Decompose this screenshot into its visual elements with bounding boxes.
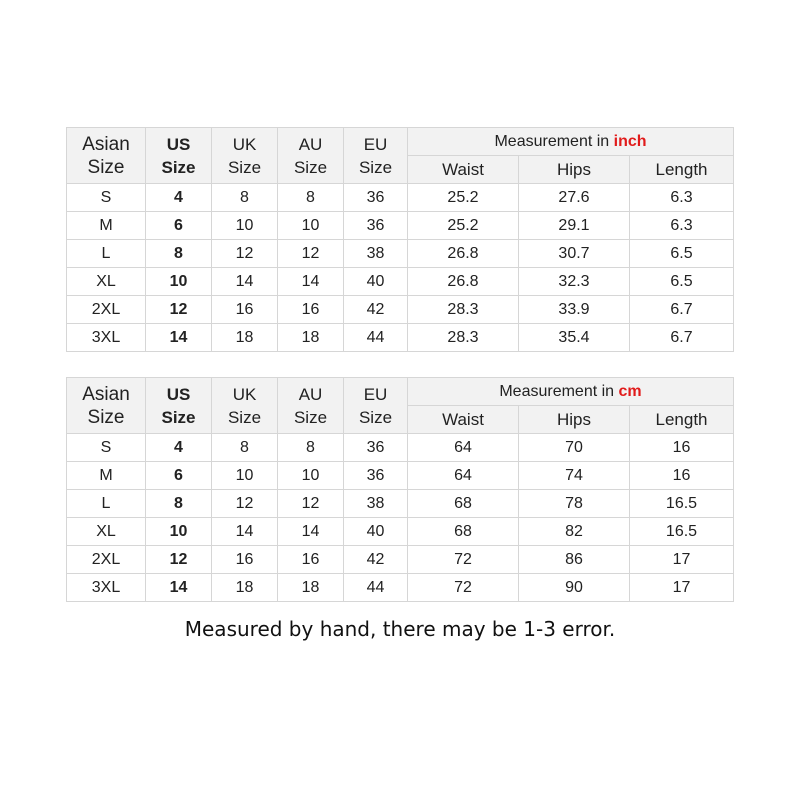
waist-cell: 64 — [408, 462, 519, 490]
uk-size-cell: 14 — [212, 518, 278, 546]
uk-size-cell: 16 — [212, 296, 278, 324]
hips-cell: 90 — [519, 574, 630, 602]
length-header: Length — [630, 406, 734, 434]
uk-size-cell: 14 — [212, 268, 278, 296]
waist-cell: 25.2 — [408, 184, 519, 212]
eu-size-cell: 42 — [344, 546, 408, 574]
hips-cell: 29.1 — [519, 212, 630, 240]
au-size-cell: 14 — [278, 518, 344, 546]
asian-size-cell: M — [67, 462, 146, 490]
header-row — [67, 378, 734, 406]
eu-size-cell: 40 — [344, 268, 408, 296]
eu-size-cell: 38 — [344, 490, 408, 518]
us-size-cell: 6 — [146, 462, 212, 490]
eu-size-cell: 40 — [344, 518, 408, 546]
table-row — [67, 268, 734, 296]
au-size-cell: 10 — [278, 212, 344, 240]
table-row — [67, 574, 734, 602]
measurement-header: Measurement in cm — [408, 378, 734, 406]
table-body — [67, 184, 734, 352]
length-cell: 16 — [630, 434, 734, 462]
au-size-cell: 10 — [278, 462, 344, 490]
eu-size-cell: 42 — [344, 296, 408, 324]
header-row — [67, 128, 734, 156]
eu-size-cell: 36 — [344, 434, 408, 462]
waist-cell: 64 — [408, 434, 519, 462]
waist-cell: 28.3 — [408, 324, 519, 352]
eu-size-header: EU Size — [344, 378, 408, 434]
uk-size-cell: 8 — [212, 434, 278, 462]
au-size-cell: 18 — [278, 574, 344, 602]
eu-size-cell: 44 — [344, 324, 408, 352]
hips-header: Hips — [519, 156, 630, 184]
table-row — [67, 490, 734, 518]
us-size-cell: 14 — [146, 324, 212, 352]
table-row — [67, 324, 734, 352]
eu-size-cell: 36 — [344, 462, 408, 490]
au-size-cell: 12 — [278, 240, 344, 268]
waist-cell: 68 — [408, 490, 519, 518]
unit-label: inch — [613, 133, 647, 150]
waist-cell: 68 — [408, 518, 519, 546]
measurement-header: Measurement in inch — [408, 128, 734, 156]
waist-cell: 26.8 — [408, 268, 519, 296]
table-row — [67, 240, 734, 268]
unit-label: cm — [618, 383, 642, 400]
length-cell: 6.3 — [630, 184, 734, 212]
table-row — [67, 296, 734, 324]
us-size-cell: 4 — [146, 184, 212, 212]
asian-size-cell: XL — [67, 518, 146, 546]
au-size-header: AU Size — [278, 128, 344, 184]
uk-size-header: UK Size — [212, 378, 278, 434]
au-size-cell: 8 — [278, 434, 344, 462]
table-row — [67, 546, 734, 574]
uk-size-cell: 12 — [212, 490, 278, 518]
uk-size-cell: 12 — [212, 240, 278, 268]
asian-size-cell: 2XL — [67, 546, 146, 574]
length-cell: 16 — [630, 462, 734, 490]
eu-size-cell: 36 — [344, 212, 408, 240]
waist-header: Waist — [408, 156, 519, 184]
asian-size-cell: 3XL — [67, 574, 146, 602]
asian-size-cell: L — [67, 490, 146, 518]
length-cell: 17 — [630, 574, 734, 602]
hips-cell: 70 — [519, 434, 630, 462]
us-size-cell: 14 — [146, 574, 212, 602]
us-size-cell: 10 — [146, 518, 212, 546]
eu-size-cell: 38 — [344, 240, 408, 268]
hips-cell: 74 — [519, 462, 630, 490]
asian-size-cell: 2XL — [67, 296, 146, 324]
uk-size-header: UK Size — [212, 128, 278, 184]
waist-header: Waist — [408, 406, 519, 434]
hips-cell: 30.7 — [519, 240, 630, 268]
us-size-cell: 8 — [146, 240, 212, 268]
asian-size-header: Asian Size — [67, 128, 146, 184]
us-size-header: US Size — [146, 128, 212, 184]
asian-size-cell: M — [67, 212, 146, 240]
length-cell: 6.3 — [630, 212, 734, 240]
asian-size-cell: L — [67, 240, 146, 268]
length-cell: 6.5 — [630, 240, 734, 268]
length-header: Length — [630, 156, 734, 184]
eu-size-header: EU Size — [344, 128, 408, 184]
waist-cell: 72 — [408, 546, 519, 574]
uk-size-cell: 10 — [212, 212, 278, 240]
eu-size-cell: 36 — [344, 184, 408, 212]
length-cell: 16.5 — [630, 490, 734, 518]
uk-size-cell: 8 — [212, 184, 278, 212]
length-cell: 6.7 — [630, 296, 734, 324]
au-size-cell: 8 — [278, 184, 344, 212]
uk-size-cell: 18 — [212, 324, 278, 352]
au-size-header: AU Size — [278, 378, 344, 434]
us-size-cell: 8 — [146, 490, 212, 518]
hips-cell: 82 — [519, 518, 630, 546]
waist-cell: 28.3 — [408, 296, 519, 324]
us-size-header: US Size — [146, 378, 212, 434]
au-size-cell: 12 — [278, 490, 344, 518]
measurement-note: Measured by hand, there may be 1-3 error. — [184, 617, 616, 641]
hips-cell: 78 — [519, 490, 630, 518]
asian-size-header: Asian Size — [67, 378, 146, 434]
us-size-cell: 10 — [146, 268, 212, 296]
waist-cell: 25.2 — [408, 212, 519, 240]
size-table-cm — [66, 377, 734, 602]
hips-cell: 35.4 — [519, 324, 630, 352]
uk-size-cell: 10 — [212, 462, 278, 490]
uk-size-cell: 18 — [212, 574, 278, 602]
us-size-cell: 12 — [146, 296, 212, 324]
table-row — [67, 518, 734, 546]
length-cell: 6.7 — [630, 324, 734, 352]
eu-size-cell: 44 — [344, 574, 408, 602]
length-cell: 16.5 — [630, 518, 734, 546]
waist-cell: 72 — [408, 574, 519, 602]
au-size-cell: 18 — [278, 324, 344, 352]
table-body — [67, 434, 734, 602]
asian-size-cell: 3XL — [67, 324, 146, 352]
length-cell: 6.5 — [630, 268, 734, 296]
asian-size-cell: S — [67, 184, 146, 212]
hips-cell: 27.6 — [519, 184, 630, 212]
asian-size-cell: XL — [67, 268, 146, 296]
size-table-inch — [66, 127, 734, 352]
length-cell: 17 — [630, 546, 734, 574]
waist-cell: 26.8 — [408, 240, 519, 268]
au-size-cell: 14 — [278, 268, 344, 296]
hips-header: Hips — [519, 406, 630, 434]
us-size-cell: 12 — [146, 546, 212, 574]
us-size-cell: 4 — [146, 434, 212, 462]
au-size-cell: 16 — [278, 546, 344, 574]
hips-cell: 86 — [519, 546, 630, 574]
hips-cell: 32.3 — [519, 268, 630, 296]
us-size-cell: 6 — [146, 212, 212, 240]
asian-size-cell: S — [67, 434, 146, 462]
hips-cell: 33.9 — [519, 296, 630, 324]
table-row — [67, 184, 734, 212]
table-row — [67, 434, 734, 462]
au-size-cell: 16 — [278, 296, 344, 324]
uk-size-cell: 16 — [212, 546, 278, 574]
table-row — [67, 212, 734, 240]
table-row — [67, 462, 734, 490]
